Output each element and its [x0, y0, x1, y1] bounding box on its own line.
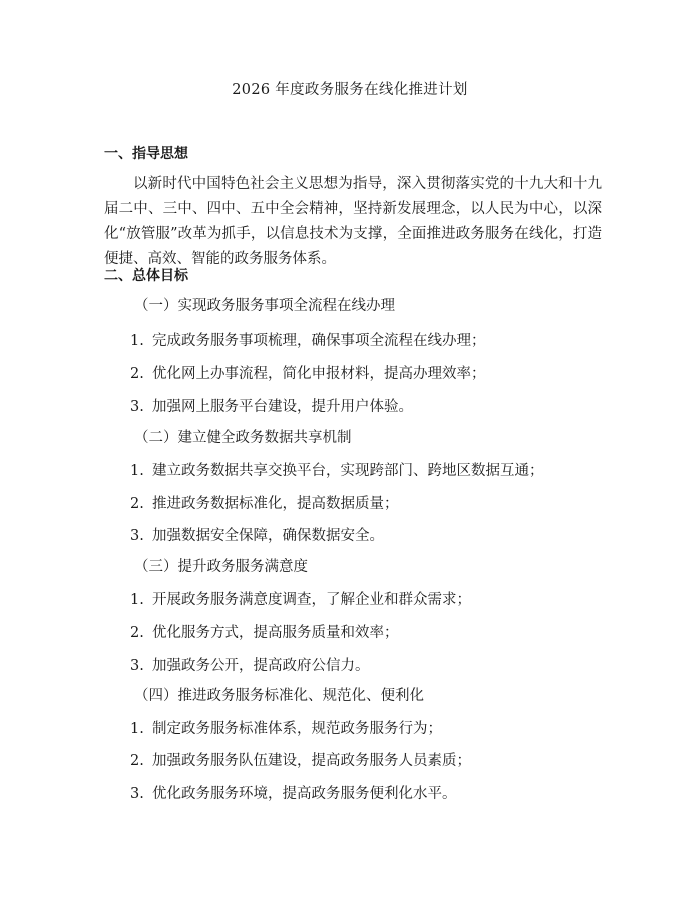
section-guiding-ideology: [104, 143, 604, 165]
list-item: [130, 656, 370, 676]
section-heading: 一、指导思想: [104, 146, 188, 162]
list-item-text: 加强网上服务平台建设，提升用户体验。: [152, 399, 413, 415]
list-item: [130, 461, 544, 481]
subsection-title: （二）建立健全政务数据共享机制: [134, 430, 352, 446]
list-item-text: 制定政务服务标准体系，规范政务服务行为；: [152, 721, 442, 737]
list-item-number: 2.: [130, 366, 144, 382]
subsection-title: （三）提升政务服务满意度: [134, 559, 308, 575]
subsection-title: （一）实现政务服务事项全流程在线办理: [134, 298, 395, 314]
list-item-number: 1.: [130, 592, 144, 608]
list-item-number: 2.: [130, 496, 144, 512]
list-item: [130, 751, 471, 771]
list-item: [130, 397, 413, 417]
list-item: [130, 784, 457, 804]
list-item: [130, 623, 399, 643]
section-paragraph-container: [104, 172, 602, 272]
list-item-number: 1.: [130, 463, 144, 479]
list-item-number: 3.: [130, 528, 144, 544]
section-heading: 二、总体目标: [104, 268, 188, 284]
list-item-text: 优化服务方式，提高服务质量和效率；: [152, 625, 399, 641]
section-overall-goals: [104, 265, 604, 287]
list-item-text: 推进政务数据标准化，提高数据质量；: [152, 496, 399, 512]
list-item: [130, 494, 399, 514]
list-item-number: 1.: [130, 721, 144, 737]
list-item-number: 2.: [130, 753, 144, 769]
list-item-number: 1.: [130, 333, 144, 349]
list-item: [130, 526, 384, 546]
list-item-text: 完成政务服务事项梳理，确保事项全流程在线办理；: [152, 333, 486, 349]
list-item-text: 建立政务数据共享交换平台，实现跨部门、跨地区数据互通；: [152, 463, 544, 479]
list-item: [130, 364, 486, 384]
list-item-text: 加强政务公开，提高政府公信力。: [152, 658, 370, 674]
section-paragraph: 以新时代中国特色社会主义思想为指导，深入贯彻落实党的十九大和十九届二中、三中、四中、五中全会精神，坚持新发展理念，以人民为中心，以深化“放管服”改革为抓手，以信息技术为支撑，全面推进政务服务在线化，打造便捷、高效、智能的政务服务体系。: [104, 176, 602, 267]
list-item: [130, 331, 486, 351]
list-item-text: 开展政务服务满意度调查，了解企业和群众需求；: [152, 592, 471, 608]
list-item-number: 3.: [130, 399, 144, 415]
list-item: [130, 590, 471, 610]
subsection-title: （四）推进政务服务标准化、规范化、便利化: [134, 688, 424, 704]
list-item-number: 3.: [130, 786, 144, 802]
list-item-number: 2.: [130, 625, 144, 641]
list-item-text: 优化政务服务环境，提高政务服务便利化水平。: [152, 786, 457, 802]
document-title: 2026 年度政务服务在线化推进计划: [232, 82, 468, 98]
list-item: [130, 719, 442, 739]
list-item-text: 加强政务服务队伍建设，提高政务服务人员素质；: [152, 753, 471, 769]
list-item-text: 加强数据安全保障，确保数据安全。: [152, 528, 384, 544]
list-item-number: 3.: [130, 658, 144, 674]
list-item-text: 优化网上办事流程，简化申报材料，提高办理效率；: [152, 366, 486, 382]
